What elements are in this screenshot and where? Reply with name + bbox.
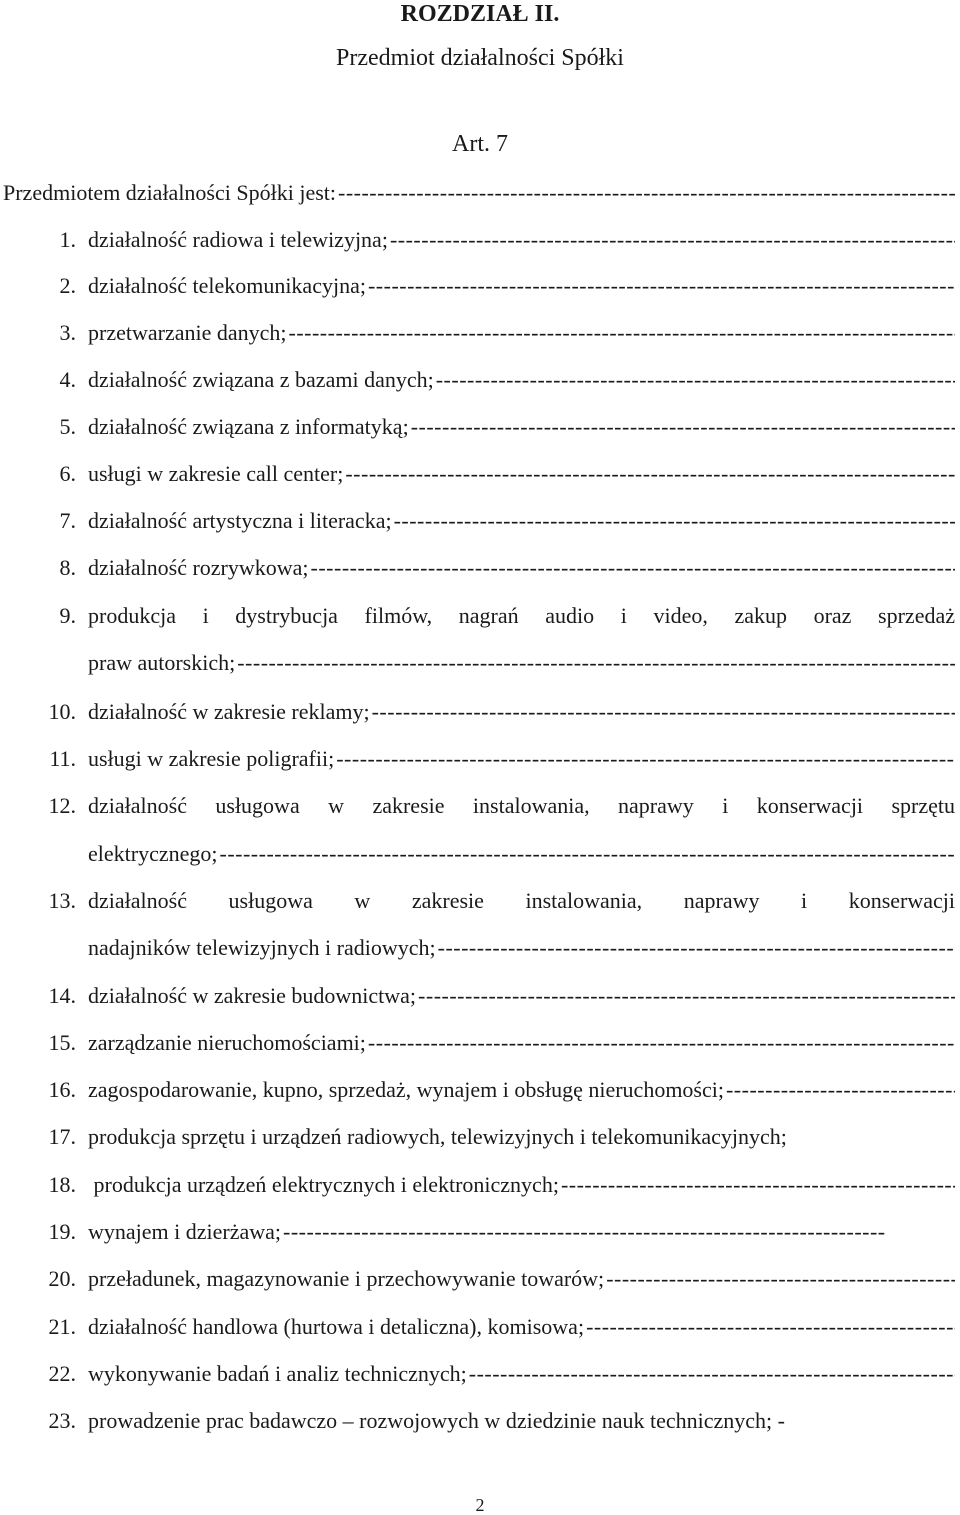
item-number: 22.	[48, 1361, 76, 1386]
item-number: 2.	[59, 273, 76, 298]
item-number: 4.	[59, 367, 76, 392]
article-heading: Art. 7	[452, 131, 508, 157]
item-text: usługi w zakresie call center;	[88, 461, 344, 486]
list-item	[0, 1264, 955, 1294]
list-item	[0, 225, 955, 255]
item-text: produkcja i dystrybucja filmów, nagrań audio i video, zakup oraz sprzedaż	[88, 603, 955, 628]
list-item	[0, 601, 955, 631]
item-number: 13.	[48, 888, 76, 913]
list-item-continuation	[0, 648, 955, 678]
list-item-continuation	[0, 839, 955, 869]
item-number: 19.	[48, 1219, 76, 1244]
item-text: wykonywanie badań i analiz technicznych;	[88, 1361, 467, 1386]
item-text: zagospodarowanie, kupno, sprzedaż, wynajem i obsługę nieruchomości;	[88, 1077, 724, 1102]
list-item	[0, 886, 955, 916]
list-item	[0, 1122, 955, 1152]
item-text: produkcja sprzętu i urządzeń radiowych, telewizyjnych i telekomunikacyjnych;	[88, 1124, 787, 1149]
list-item	[0, 506, 955, 536]
dash-filler	[283, 1217, 886, 1247]
dash-filler	[438, 933, 955, 963]
list-item	[0, 1075, 955, 1105]
item-text: usługi w zakresie poligrafii;	[88, 746, 335, 771]
list-item	[0, 981, 955, 1011]
item-text: działalność rozrywkowa;	[88, 555, 309, 580]
dash-filler	[390, 225, 955, 255]
chapter-heading: ROZDZIAŁ II.	[400, 1, 560, 27]
item-number: 1.	[59, 227, 76, 252]
item-number: 5.	[59, 414, 76, 439]
dash-filler	[372, 697, 955, 727]
dash-filler	[418, 981, 955, 1011]
item-number: 20.	[48, 1266, 76, 1291]
dash-filler	[345, 459, 955, 489]
intro-line	[0, 178, 955, 208]
item-number: 7.	[59, 508, 76, 533]
dash-filler	[311, 553, 955, 583]
list-item	[0, 318, 955, 348]
dash-filler	[237, 648, 955, 678]
list-item	[0, 744, 955, 774]
item-number: 17.	[48, 1124, 76, 1149]
item-text-continued: praw autorskich;	[88, 650, 236, 675]
dash-filler	[338, 178, 955, 208]
item-text: przeładunek, magazynowanie i przechowywanie towarów;	[88, 1266, 605, 1291]
item-text: działalność w zakresie reklamy;	[88, 699, 370, 724]
item-number: 9.	[59, 603, 76, 628]
item-number: 12.	[48, 793, 76, 818]
dash-filler	[586, 1312, 955, 1342]
dash-filler	[394, 506, 955, 536]
list-item	[0, 459, 955, 489]
item-text: prowadzenie prac badawczo – rozwojowych w dziedzinie nauk technicznych; -	[88, 1408, 785, 1433]
list-item	[0, 1170, 955, 1200]
dash-filler	[726, 1075, 955, 1105]
list-item-continuation	[0, 933, 955, 963]
dash-filler	[469, 1359, 955, 1389]
chapter-subtitle: Przedmiot działalności Spółki	[336, 45, 624, 71]
item-text: działalność handlowa (hurtowa i detaliczna), komisowa;	[88, 1314, 585, 1339]
item-text-continued: nadajników telewizyjnych i radiowych;	[88, 935, 436, 960]
list-item	[0, 1217, 955, 1247]
intro-text: Przedmiotem działalności Spółki jest:	[3, 180, 336, 205]
dash-filler	[220, 839, 956, 869]
item-text: działalność radiowa i telewizyjna;	[88, 227, 388, 252]
dash-filler	[561, 1170, 955, 1200]
item-text: działalność usługowa w zakresie instalowania, naprawy i konserwacji sprzętu	[88, 793, 955, 818]
item-number: 10.	[48, 699, 76, 724]
dash-filler	[411, 412, 955, 442]
item-number: 6.	[59, 461, 76, 486]
page-number: 2	[475, 1495, 485, 1515]
list-item	[0, 271, 955, 301]
list-item	[0, 1406, 955, 1436]
dash-filler	[368, 1028, 955, 1058]
item-number: 8.	[59, 555, 76, 580]
item-text: działalność związana z bazami danych;	[88, 367, 434, 392]
item-text-continued: elektrycznego;	[88, 841, 218, 866]
list-item	[0, 365, 955, 395]
list-item	[0, 791, 955, 821]
dash-filler	[336, 744, 955, 774]
list-item	[0, 1028, 955, 1058]
list-item	[0, 1312, 955, 1342]
item-text: działalność w zakresie budownictwa;	[88, 983, 417, 1008]
item-number: 14.	[48, 983, 76, 1008]
list-item	[0, 1359, 955, 1389]
dash-filler	[368, 271, 955, 301]
item-number: 23.	[48, 1408, 76, 1433]
list-item	[0, 412, 955, 442]
item-number: 15.	[48, 1030, 76, 1055]
dash-filler	[436, 365, 955, 395]
item-text: produkcja urządzeń elektrycznych i elektronicznych;	[88, 1172, 559, 1197]
dash-filler	[606, 1264, 955, 1294]
item-text: przetwarzanie danych;	[88, 320, 287, 345]
item-number: 16.	[48, 1077, 76, 1102]
item-text: działalność związana z informatyką;	[88, 414, 409, 439]
item-number: 3.	[59, 320, 76, 345]
item-text: zarządzanie nieruchomościami;	[88, 1030, 366, 1055]
item-number: 11.	[49, 746, 76, 771]
dash-filler	[289, 318, 956, 348]
item-number: 18.	[48, 1172, 76, 1197]
item-text: działalność usługowa w zakresie instalowania, naprawy i konserwacji	[88, 888, 955, 913]
item-text: wynajem i dzierżawa;	[88, 1219, 282, 1244]
list-item	[0, 697, 955, 727]
list-item	[0, 553, 955, 583]
item-number: 21.	[48, 1314, 76, 1339]
item-text: działalność telekomunikacyjna;	[88, 273, 366, 298]
item-text: działalność artystyczna i literacka;	[88, 508, 392, 533]
